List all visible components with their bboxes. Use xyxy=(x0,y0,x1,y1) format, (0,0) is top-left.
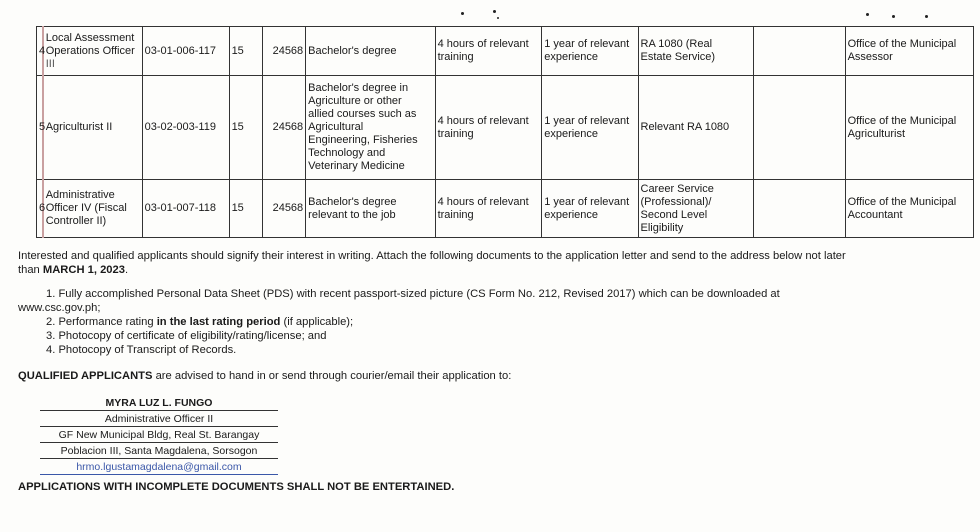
cell-code: 03-01-007-118 xyxy=(142,180,229,238)
intro-line-1: Interested and qualified applicants should signify their interest in writing. Attach the following documents to the application letter and send to the address below not later xyxy=(18,250,846,262)
cell-eligibility: Career Service (Professional)/ Second Level Eligibility xyxy=(638,180,754,238)
intro-line-2: than MARCH 1, 2023. xyxy=(18,264,129,276)
cell-salary: 24568 xyxy=(262,180,305,238)
cell-num: 4 xyxy=(37,27,43,76)
cell-position: Administrative Officer IV (Fiscal Controller II) xyxy=(43,180,142,238)
cell-code: 03-02-003-119 xyxy=(142,76,229,180)
cell-position: Local Assessment Operations Officer III xyxy=(43,27,142,76)
cell-eligibility: RA 1080 (Real Estate Service) xyxy=(638,27,754,76)
csc-website: www.csc.gov.ph; xyxy=(18,302,101,314)
cell-eligibility: Relevant RA 1080 xyxy=(638,76,754,180)
contact-email-link[interactable]: hrmo.lgustamagdalena@gmail.com xyxy=(40,460,278,475)
contact-block xyxy=(40,396,278,476)
cell-experience: 1 year of relevant experience xyxy=(542,180,638,238)
contact-address-line-1: GF New Municipal Bldg, Real St. Barangay xyxy=(40,428,278,443)
cell-code: 03-01-006-117 xyxy=(142,27,229,76)
cell-education: Bachelor's degree in Agriculture or other allied courses such as Agricultural Engineering, Fisheries Technology and Veterinary Medicine xyxy=(306,76,435,180)
requirement-item: 2. Performance rating in the last rating period (if applicable); xyxy=(46,316,354,328)
requirement-item: 3. Photocopy of certificate of eligibility/rating/license; and xyxy=(46,330,327,342)
contact-address-line-2: Poblacion III, Santa Magdalena, Sorsogon xyxy=(40,444,278,459)
cell-sg: 15 xyxy=(229,76,262,180)
cell-competency xyxy=(754,76,845,180)
requirements-list xyxy=(18,287,780,357)
cell-salary: 24568 xyxy=(262,76,305,180)
cell-training: 4 hours of relevant training xyxy=(435,27,542,76)
cell-experience: 1 year of relevant experience xyxy=(542,76,638,180)
incomplete-warning: APPLICATIONS WITH INCOMPLETE DOCUMENTS SHALL NOT BE ENTERTAINED. xyxy=(18,481,455,493)
qualified-applicants-note: QUALIFIED APPLICANTS are advised to hand in or send through courier/email their application to: xyxy=(18,370,512,382)
table-row xyxy=(37,180,974,238)
cell-sg: 15 xyxy=(229,27,262,76)
deadline: MARCH 1, 2023 xyxy=(42,264,125,276)
cell-education: Bachelor's degree xyxy=(306,27,435,76)
cell-office: Office of the Municipal Assessor xyxy=(845,27,973,76)
requirement-item: 4. Photocopy of Transcript of Records. xyxy=(46,344,237,356)
cell-num: 5 xyxy=(37,76,43,180)
cell-experience: 1 year of relevant experience xyxy=(542,27,638,76)
table-row xyxy=(37,27,974,76)
requirement-item: 1. Fully accomplished Personal Data Sheet (PDS) with recent passport-sized picture (CS Form No. 212, Revised 2017) which can be downloaded at xyxy=(46,288,780,300)
cell-training: 4 hours of relevant training xyxy=(435,76,542,180)
cell-office: Office of the Municipal Accountant xyxy=(845,180,973,238)
contact-title: Administrative Officer II xyxy=(40,412,278,427)
cell-salary: 24568 xyxy=(262,27,305,76)
intro-paragraph xyxy=(18,249,846,277)
cell-education: Bachelor's degree relevant to the job xyxy=(306,180,435,238)
cell-competency xyxy=(754,27,845,76)
contact-name: MYRA LUZ L. FUNGO xyxy=(40,396,278,411)
table-row xyxy=(37,76,974,180)
vacancy-table xyxy=(36,26,974,238)
cell-position: Agriculturist II xyxy=(43,76,142,180)
cell-training: 4 hours of relevant training xyxy=(435,180,542,238)
cell-num: 6 xyxy=(37,180,43,238)
cell-sg: 15 xyxy=(229,180,262,238)
cell-office: Office of the Municipal Agriculturist xyxy=(845,76,973,180)
cell-competency xyxy=(754,180,845,238)
